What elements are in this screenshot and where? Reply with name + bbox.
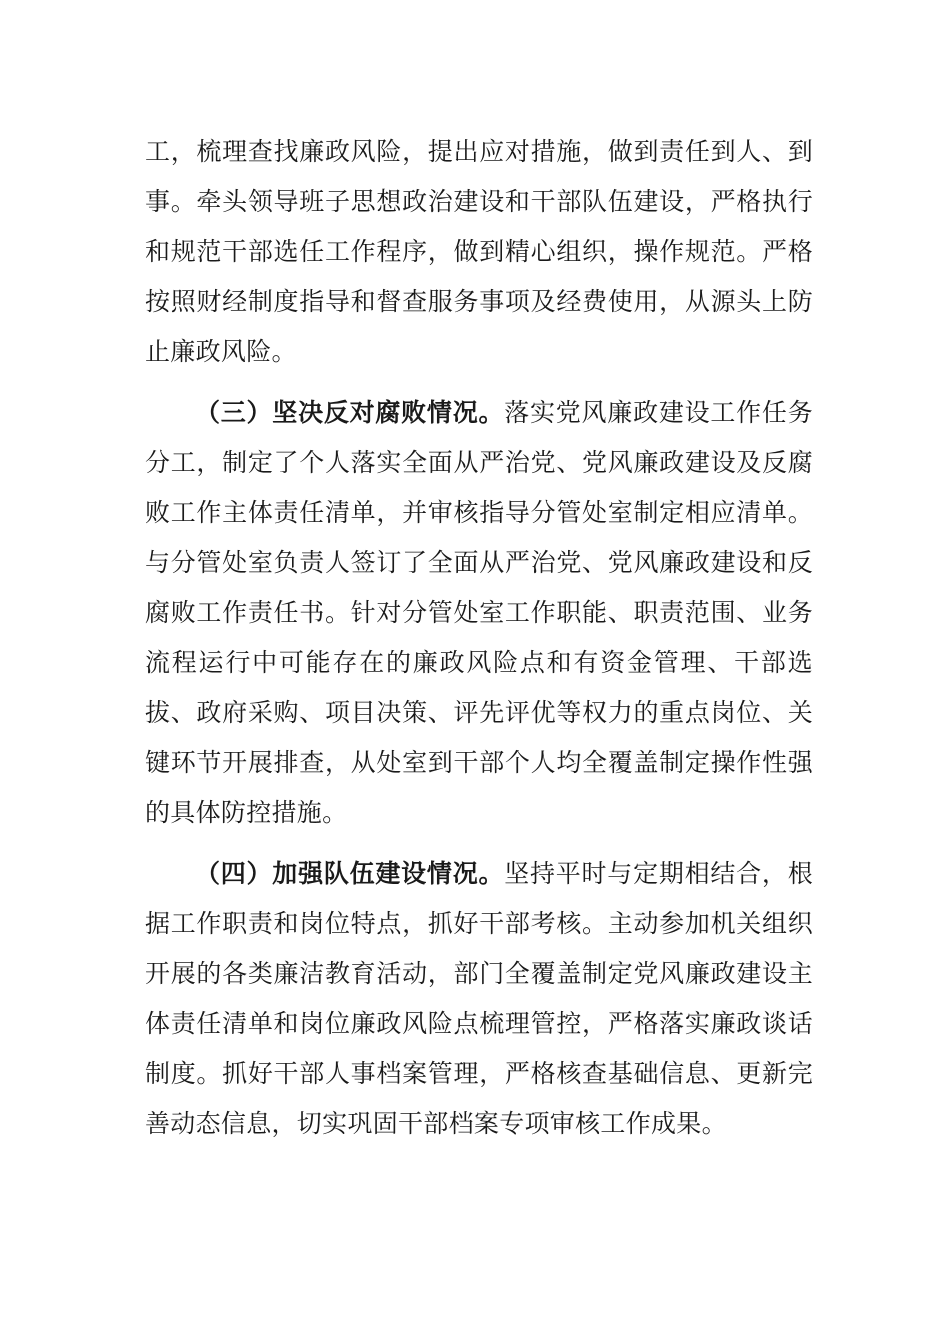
section-heading: （四）加强队伍建设情况。 (195, 859, 505, 888)
paragraph-text: 工，梳理查找廉政风险，提出应对措施，做到责任到人、到事。牵头领导班子思想政治建设和干部队伍建设，严格执行和规范干部选任工作程序，做到精心组织，操作规范。严格按照财经制度指导和督查服务事项及经费使用，从源头上防止廉政风险。 (145, 137, 813, 366)
paragraph-gap (145, 377, 813, 388)
paragraph-text: 坚持平时与定期相结合，根据工作职责和岗位特点，抓好干部考核。主动参加机关组织开展的各类廉洁教育活动，部门全覆盖制定党风廉政建设主体责任清单和岗位廉政风险点梳理管控，严格落实廉政谈话制度。抓好干部人事档案管理，严格核查基础信息、更新完善动态信息，切实巩固干部档案专项审核工作成果。 (145, 859, 813, 1138)
paragraph-continuation (145, 127, 813, 377)
paragraph-section-4 (145, 849, 813, 1149)
paragraph-text: 落实党风廉政建设工作任务分工，制定了个人落实全面从严治党、党风廉政建设及反腐败工作主体责任清单，并审核指导分管处室制定相应清单。与分管处室负责人签订了全面从严治党、党风廉政建设和反腐败工作责任书。针对分管处室工作职能、职责范围、业务流程运行中可能存在的廉政风险点和有资金管理、干部选拔、政府采购、项目决策、评先评优等权力的重点岗位、关键环节开展排查，从处室到干部个人均全覆盖制定操作性强的具体防控措施。 (145, 398, 813, 827)
document-body (145, 127, 813, 1149)
paragraph-gap (145, 838, 813, 849)
paragraph-section-3 (145, 388, 813, 838)
section-heading: （三）坚决反对腐败情况。 (195, 398, 505, 427)
